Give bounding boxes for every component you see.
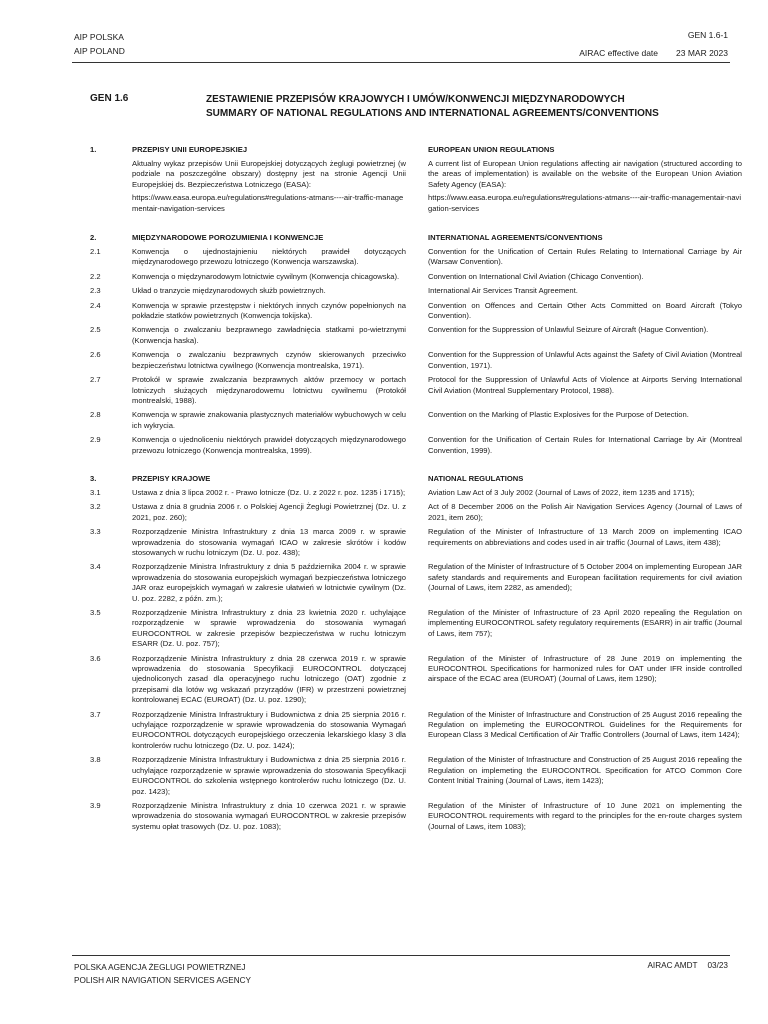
amdt-number: 03/23 <box>707 961 728 970</box>
item-text-pl: Ustawa z dnia 3 lipca 2002 r. - Prawo lotnicze (Dz. U. z 2022 r. poz. 1235 i 1715); <box>132 487 406 497</box>
item-text-pl: Konwencja o zwalczaniu bezprawnego zawładnięcia statkami po-wietrznymi (Konwencja haska). <box>132 325 406 345</box>
item-text-en: Convention for the Unification of Certain Rules for International Carriage by Air (Montreal Convention, 1999). <box>428 435 742 455</box>
section-3-items <box>90 487 742 832</box>
item-number: 2.5 <box>90 325 101 335</box>
page-id: GEN 1.6-1 <box>687 30 728 40</box>
airac-date: 23 MAR 2023 <box>676 48 728 58</box>
item-text-en: International Air Services Transit Agreement. <box>428 286 578 296</box>
amdt-label: AIRAC AMDT <box>647 961 698 970</box>
item-text-en: Convention for the Suppression of Unlawful Seizure of Aircraft (Hague Convention). <box>428 325 709 335</box>
item-text-pl: Konwencja w sprawie przestępstw i niektórych innych czynów popełnionych na pokładzie statków powietrznych (Konwencja tokijska). <box>132 300 406 321</box>
footer-amendment <box>647 961 728 970</box>
intro-text-pl: Aktualny wykaz przepisów Unii Europejskiej dotyczących żeglugi powietrznej (w podziale na poszczególne obszary) dostępny jest na stronie Agencji Unii Europejskiej ds. Bezpieczeństwa Lotniczego (EASA): <box>132 159 406 189</box>
item-text-en: Regulation of the Minister of Infrastructure and Construction of 25 August 2016 repealing the Regulation on implemeting the EUROCONTROL Guidelines for the Requirements for European Class 3 Medical Certification of Air Traffic Controllers (Journal of Laws, item 1424); <box>428 709 742 740</box>
footer-org-pl: POLSKA AGENCJA ŻEGLUGI POWIETRZNEJ <box>74 963 246 972</box>
airac-effective <box>579 48 728 58</box>
item-text-en: Convention on the Marking of Plastic Explosives for the Purpose of Detection. <box>428 410 689 420</box>
item-text-pl: Konwencja o zwalczaniu bezprawnych czynów skierowanych przeciwko bezpieczeństwu lotnictwa cywilnego (Konwencja montrealska, 1971). <box>132 350 406 370</box>
list-item <box>90 272 730 282</box>
item-number: 3.1 <box>90 487 101 497</box>
item-text-pl: Rozporządzenie Ministra Infrastruktury i Budownictwa z dnia 25 sierpnia 2016 r. uchylające rozporządzenie w sprawie wprowadzenia do stosowania Wymagań EUROCONTROL dotyczących europejskiego orzeczenia lekarskiego klasy 3 dla kontrolerów ruchu lotniczego (Dz. U. poz. 1424); <box>132 709 406 750</box>
list-item <box>90 410 730 431</box>
section-number: 1. <box>90 145 97 154</box>
item-text-pl: Konwencja o międzynarodowym lotnictwie cywilnym (Konwencja chicagowska). <box>132 271 400 281</box>
section-title-en: NATIONAL REGULATIONS <box>428 473 524 483</box>
item-number: 3.6 <box>90 653 101 663</box>
item-text-pl: Konwencja o ujednoliceniu niektórych prawideł dotyczących międzynarodowego przewozu lotniczego (Konwencja montrealska, 1999). <box>132 435 406 455</box>
item-text-en: Regulation of the Minister of Infrastructure of 28 June 2019 on implementing the EUROCONTROL Specifications for harmonized rules for OAT under IFR inside controlled airspace of the ECAC area (EUROAT) (Journal of Laws, item 1290); <box>428 653 742 684</box>
item-number: 2.8 <box>90 410 101 420</box>
list-item <box>90 502 742 523</box>
item-number: 3.9 <box>90 800 101 810</box>
item-number: 3.3 <box>90 527 101 537</box>
item-number: 2.3 <box>90 286 101 296</box>
document-body <box>90 145 742 836</box>
item-text-en: Act of 8 December 2006 on the Polish Air Navigation Services Agency (Journal of Laws of 2021, item 260); <box>428 502 742 522</box>
section-title-pl: PRZEPISY UNII EUROPEJSKIEJ <box>132 145 248 154</box>
list-item <box>90 608 742 650</box>
footer-org-en: POLISH AIR NAVIGATION SERVICES AGENCY <box>74 976 251 985</box>
item-text-en: Regulation of the Minister of Infrastructure of 13 March 2009 on implementing ICAO requirements on abbreviations and codes used in air traffic (Journal of Laws, item 438); <box>428 527 742 547</box>
item-number: 2.4 <box>90 300 101 310</box>
list-item <box>90 350 742 371</box>
header-org-en: AIP POLAND <box>74 46 125 56</box>
item-text-en: Convention for the Unification of Certain Rules Relating to International Carriage by Air (Warsaw Convention). <box>428 247 742 267</box>
item-number: 2.6 <box>90 350 101 360</box>
list-item <box>90 286 730 296</box>
header-org-pl: AIP POLSKA <box>74 32 124 42</box>
item-number: 2.9 <box>90 435 101 445</box>
list-item <box>90 435 742 456</box>
item-number: 3.8 <box>90 755 101 765</box>
section-heading <box>90 145 730 154</box>
item-text-pl: Protokół w sprawie zwalczania bezprawnych aktów przemocy w portach lotniczych służących międzynarodowemu lotnictwu cywilnemu (Protokół montrealski, 1988). <box>132 375 406 405</box>
item-text-pl: Konwencja w sprawie znakowania plastycznych materiałów wybuchowych w celu ich wykrycia. <box>132 410 406 430</box>
list-item <box>90 247 742 268</box>
list-item <box>90 709 742 752</box>
header-left <box>74 30 125 58</box>
airac-label: AIRAC effective date <box>579 48 659 58</box>
list-item <box>90 755 742 797</box>
item-number: 2.1 <box>90 247 101 257</box>
item-text-pl: Rozporządzenie Ministra Infrastruktury z dnia 23 kwietnia 2020 r. uchylające rozporządzenie w sprawie wprowadzenia do stosowania wymagań EUROCONTROL w zakresie przepisów bezpieczeństwa w ruchu lotniczym ESARR (Dz. U. poz. 757); <box>132 608 406 649</box>
item-text-en: Regulation of the Minister of Infrastructure and Construction of 25 August 2016 repealing the Regulation on implemeting the EUROCONTROL Specification for ATCO Common Core Content Initial Training (Journal of Laws, item 1423); <box>428 755 742 786</box>
footer-divider <box>72 955 730 956</box>
item-text-en: Aviation Law Act of 3 July 2002 (Journal of Laws of 2022, item 1235 and 1715); <box>428 487 695 497</box>
item-number: 3.4 <box>90 562 101 572</box>
title-en: SUMMARY OF NATIONAL REGULATIONS AND INTERNATIONAL AGREEMENTS/CONVENTIONS <box>206 108 659 119</box>
list-item <box>90 325 730 346</box>
list-item <box>90 375 742 406</box>
item-text-en: Convention for the Suppression of Unlawful Acts against the Safety of Civil Aviation (Montreal Convention, 1971). <box>428 350 742 370</box>
section-title-pl: MIĘDZYNARODOWE POROZUMIENIA I KONWENCJE <box>132 233 324 243</box>
section-heading <box>90 233 730 242</box>
list-item <box>90 562 742 604</box>
item-number: 2.2 <box>90 271 101 281</box>
title-pl: ZESTAWIENIE PRZEPISÓW KRAJOWYCH I UMÓW/KONWENCJI MIĘDZYNARODOWYCH <box>206 94 625 105</box>
item-text-pl: Układ o tranzycie międzynarodowych służb powietrznych. <box>132 286 326 296</box>
easa-link-en[interactable]: https://www.easa.europa.eu/regulations#regulations-atmans----air-traffic-managementair-navigation-services <box>428 193 742 213</box>
footer-left <box>74 961 251 987</box>
section-title-en: INTERNATIONAL AGREEMENTS/CONVENTIONS <box>428 233 603 243</box>
section-title-en: EUROPEAN UNION REGULATIONS <box>428 145 555 154</box>
section-intro <box>90 159 742 217</box>
item-number: 3.5 <box>90 608 101 617</box>
list-item <box>90 488 730 498</box>
section-title-pl: PRZEPISY KRAJOWE <box>132 473 211 483</box>
list-item <box>90 800 742 832</box>
header-divider <box>72 62 730 63</box>
item-text-pl: Rozporządzenie Ministra Infrastruktury z dnia 28 czerwca 2019 r. w sprawie wprowadzenia do stosowania Specyfikacji EUROCONTROL dotyczącej ujednoliconych zasad dla operacyjnego ruchu lotniczego (OAT) zgodnie z przepisami dla lotów wg wskazań przyrządów (IFR) w przestrzeni powietrznej kontrolowanej ECAC (EUROAT) (Dz. U. poz. 1290); <box>132 653 406 705</box>
item-text-pl: Rozporządzenie Ministra Infrastruktury z dnia 13 marca 2009 r. w sprawie wprowadzenia do stosowania wymagań ICAO w zakresie skrótów i kodów stosowanych w ruchu lotniczym (Dz. U. poz. 438); <box>132 527 406 557</box>
item-text-pl: Rozporządzenie Ministra Infrastruktury z dnia 10 czerwca 2021 r. w sprawie wprowadzenia do stosowania wymagań EUROCONTROL w zakresie przepisów systemu opłat trasowych (Dz. U. poz. 1083); <box>132 800 406 831</box>
section-2-items <box>90 247 742 456</box>
section-id: GEN 1.6 <box>90 93 129 104</box>
item-text-en: Convention on International Civil Aviation (Chicago Convention). <box>428 271 644 281</box>
list-item <box>90 653 742 706</box>
item-text-pl: Rozporządzenie Ministra Infrastruktury i Budownictwa z dnia 25 sierpnia 2016 r. uchylające rozporządzenie w sprawie wprowadzenia do stosowania Specyfikacji EUROCONTROL do szkolenia wstępnego kontrolerów ruchu lotniczego (Dz. U. poz. 1423); <box>132 755 406 796</box>
item-text-pl: Ustawa z dnia 8 grudnia 2006 r. o Polskiej Agencji Żeglugi Powietrznej (Dz. U. z 2021, poz. 260); <box>132 502 406 522</box>
item-text-en: Regulation of the Minister of Infrastructure of 23 April 2020 repealing the Regulation on implementing EUROCONTROL safety regulatory requirements (ESARR) in air traffic (Journal of Laws, item 757); <box>428 608 742 638</box>
item-number: 3.7 <box>90 709 101 719</box>
section-number: 2. <box>90 233 97 243</box>
item-number: 2.7 <box>90 375 101 385</box>
item-text-en: Regulation of the Minister of Infrastructure of 10 June 2021 on implementing the EUROCONTROL requirements with regard to the principles for the en-route charges system (Journal of Laws, item 1083); <box>428 800 742 831</box>
section-heading <box>90 474 730 483</box>
item-number: 3.2 <box>90 502 101 512</box>
easa-link-pl[interactable]: https://www.easa.europa.eu/regulations#regulations-atmans----air-traffic-managementair-navigation-services <box>132 193 404 213</box>
item-text-pl: Konwencja o ujednostajnieniu niektórych prawideł dotyczących międzynarodowego przewozu lotniczego (Konwencja warszawska). <box>132 247 406 267</box>
title-text <box>206 93 659 121</box>
item-text-en: Protocol for the Suppression of Unlawful Acts of Violence at Airports Serving International Civil Aviation (Montreal Supplementary Protocol, 1988). <box>428 375 742 395</box>
section-number: 3. <box>90 473 97 483</box>
item-text-pl: Rozporządzenie Ministra Infrastruktury z dnia 5 października 2004 r. w sprawie wprowadzenia do stosowania europejskich wymagań bezpieczeństwa lotniczego JAR oraz europejskich wymagań w zakresie ułatwień w lotnictwie cywilnym (Dz. U. poz. 2282, z późn. zm.); <box>132 562 406 603</box>
item-text-en: Convention on Offences and Certain Other Acts Committed on Board Aircraft (Tokyo Convention). <box>428 300 742 321</box>
intro-text-en: A current list of European Union regulations affecting air navigation (structured according to the areas of implementation) is available on the website of the European Union Aviation Safety Agency (EASA): <box>428 159 742 189</box>
list-item <box>90 300 742 322</box>
item-text-en: Regulation of the Minister of Infrastructure of 5 October 2004 on implementing European JAR safety standards and requirements and European facilitation requirements for civil aviation (Journal of Laws, item 2282, as amended); <box>428 562 742 593</box>
list-item <box>90 527 742 558</box>
